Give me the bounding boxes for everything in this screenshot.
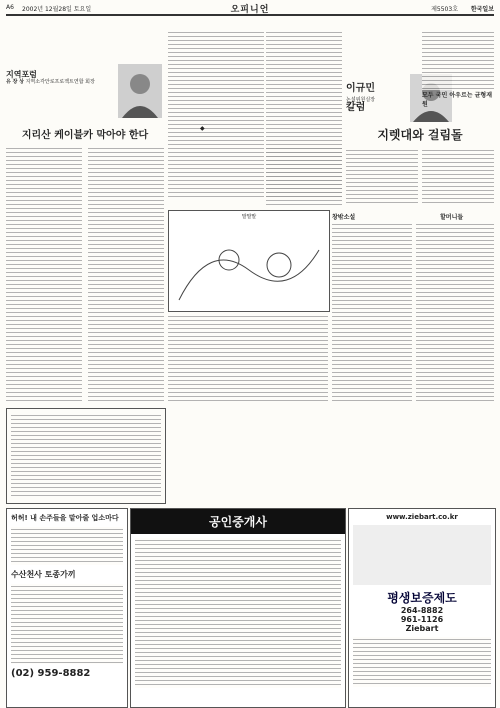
left-body-col2 xyxy=(88,146,164,404)
page-number: A6 xyxy=(6,4,14,11)
ad-left: 허허! 내 손주들을 맡아줄 업소마다 수산천사 토종가끼 (02) 959-8882 xyxy=(6,508,128,708)
essay1-title: 창밖소설 xyxy=(332,214,356,221)
mid-headline: 지렛대와 걸림돌 xyxy=(377,128,463,142)
mid-body-col1 xyxy=(168,30,264,198)
right-top-text xyxy=(422,30,494,90)
cartoon-caption-text xyxy=(168,314,328,404)
ziebart-url: www.ziebart.co.kr xyxy=(386,513,458,521)
mid-body-col3 xyxy=(266,146,342,206)
page-header xyxy=(6,2,494,16)
left-body-col1 xyxy=(6,146,82,404)
left-column-label: 지역포럼 xyxy=(6,69,37,79)
page-date: 2002년 12월28일 토요일 xyxy=(22,6,92,13)
mid-body-col5 xyxy=(422,148,494,204)
essay1-body xyxy=(332,222,412,404)
left-headline: 지리산 케이블카 막아야 한다 xyxy=(21,130,149,141)
subhead: ◆ xyxy=(200,125,205,132)
mid-body-col4 xyxy=(346,148,418,204)
essay2-body xyxy=(416,222,494,404)
mid-column-label: 이규민 칼럼 xyxy=(346,83,375,113)
newspaper-name: 한국일보 xyxy=(470,6,494,13)
issue-number: 제5503호 xyxy=(431,6,458,13)
ad-right: www.ziebart.co.kr 평생보증제도 264-8882 961-1126 Ziebart xyxy=(348,508,496,708)
cartoon: 말말말 xyxy=(168,210,330,312)
right-headline: 모두 국민 아우르는 균형재원 xyxy=(422,92,493,108)
center-ad-sub: 평생보증제도 xyxy=(387,591,457,605)
author-photo xyxy=(118,64,162,118)
mid-author: 논설위원실장 xyxy=(346,97,375,103)
left-author: 유 장 상 지역소각안로프로젝트연합 회장 xyxy=(6,79,95,85)
ad-center: 공인중개사 xyxy=(130,508,346,708)
essay2-title: 할머니들 xyxy=(440,214,464,221)
listing-box xyxy=(6,408,166,504)
section-title: 오피니언 xyxy=(230,5,270,15)
